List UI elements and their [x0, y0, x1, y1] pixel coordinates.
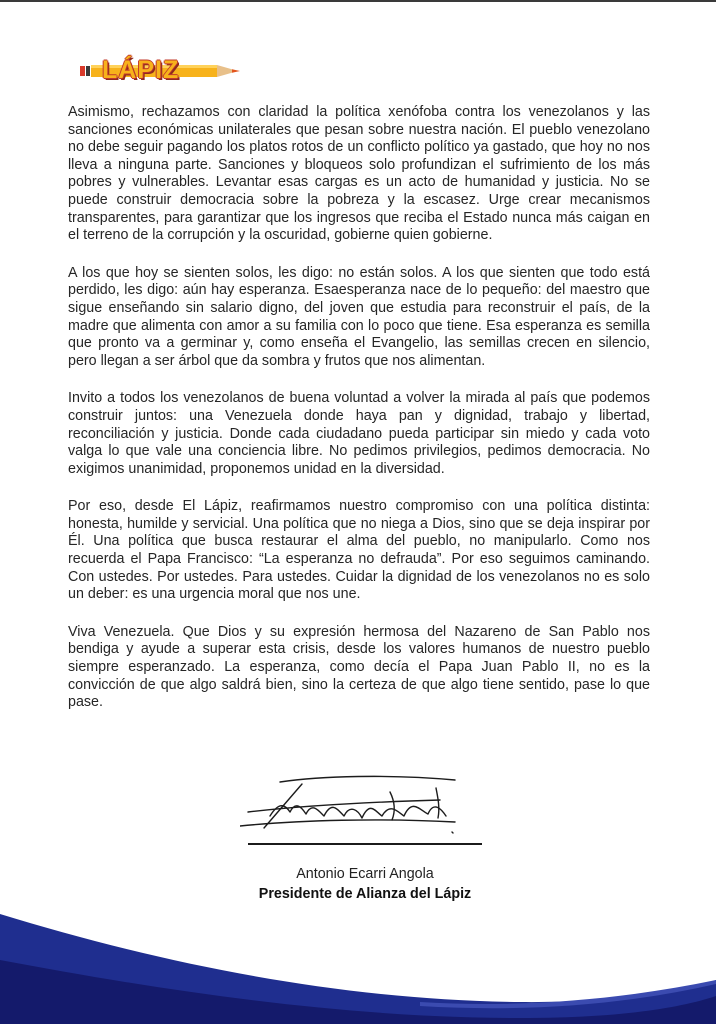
paragraph-2: A los que hoy se sienten solos, les digo: no están solos. A los que sienten que todo está perdido, les digo: aún hay esperanza. Esaesperanza nace de lo pequeño: del maestro que sigue enseñando sin salario digno, del joven que estudia para reconstruir el país, de la madre que alimenta con amor a su familia con lo poco que tiene. Esa esperanza es semilla que pronto va a germinar y, como enseña el Evangelio, las semillas crecen en silencio, pero llegan a ser árbol que da sombra y frutos que nos alimentan. [68, 264, 650, 369]
lapiz-logo [80, 56, 245, 86]
logo-wordmark: LÁPIZ [102, 56, 180, 84]
paragraph-3: Invito a todos los venezolanos de buena voluntad a volver la mirada al país que podemos construir juntos: una Venezuela donde haya pan y dignidad, trabajo y libertad, reconciliación y justicia. Donde cada ciudadano pueda participar sin miedo y cada voto valga lo que vale una conciencia libre. No pedimos privilegios, pedimos democracia. No exigimos unanimidad, proponemos unidad en la diversidad. [68, 390, 650, 477]
top-rule [0, 0, 716, 2]
letter-body [68, 104, 650, 732]
handwritten-signature [240, 770, 480, 840]
paragraph-1: Asimismo, rechazamos con claridad la política xenófoba contra los venezolanos y las sanciones económicas unilaterales que pesan sobre nuestra nación. El pueblo venezolano no debe seguir pagando los platos rotos de un conflicto político ya gastado, que hoy no nos lleva a ninguna parte. Sanciones y bloqueos solo profundizan el sufrimiento de los más pobres y vulnerables. Levantar esas cargas es un acto de humanidad y justicia. No se puede construir democracia sobre la pobreza y la escasez. Urge crear mecanismos transparentes, para garantizar que los ingresos que reciba el Estado nunca más caigan en el terreno de la corrupción y la oscuridad, gobierne quien gobierne. [68, 104, 650, 244]
signature-line [248, 843, 482, 845]
signer-name: Antonio Ecarri Angola [296, 866, 434, 882]
signer-title: Presidente de Alianza del Lápiz [258, 886, 472, 902]
footer-wave-decoration [0, 900, 716, 1024]
paragraph-5: Viva Venezuela. Que Dios y su expresión hermosa del Nazareno de San Pablo nos bendiga y ayude a superar esta crisis, desde los valores humanos de nuestro pueblo siempre esperanzado. La esperanza, como decía el Papa Juan Pablo II, no es la convicción de que algo saldrá bien, sino la certeza de que algo tiene sentido, pase lo que pase. [68, 623, 650, 711]
paragraph-4: Por eso, desde El Lápiz, reafirmamos nuestro compromiso con una política distinta: honesta, humilde y servicial. Una política que no niega a Dios, sino que se deja inspirar por Él. Una política que busca restaurar el alma del pueblo, no manipularlo. Como nos recuerda el Papa Francisco: “La esperanza no defrauda”. Por eso seguimos caminando. Con ustedes. Por ustedes. Para ustedes. Cuidar la dignidad de los venezolanos no es solo un deber: es una urgencia moral que nos une. [68, 498, 650, 603]
